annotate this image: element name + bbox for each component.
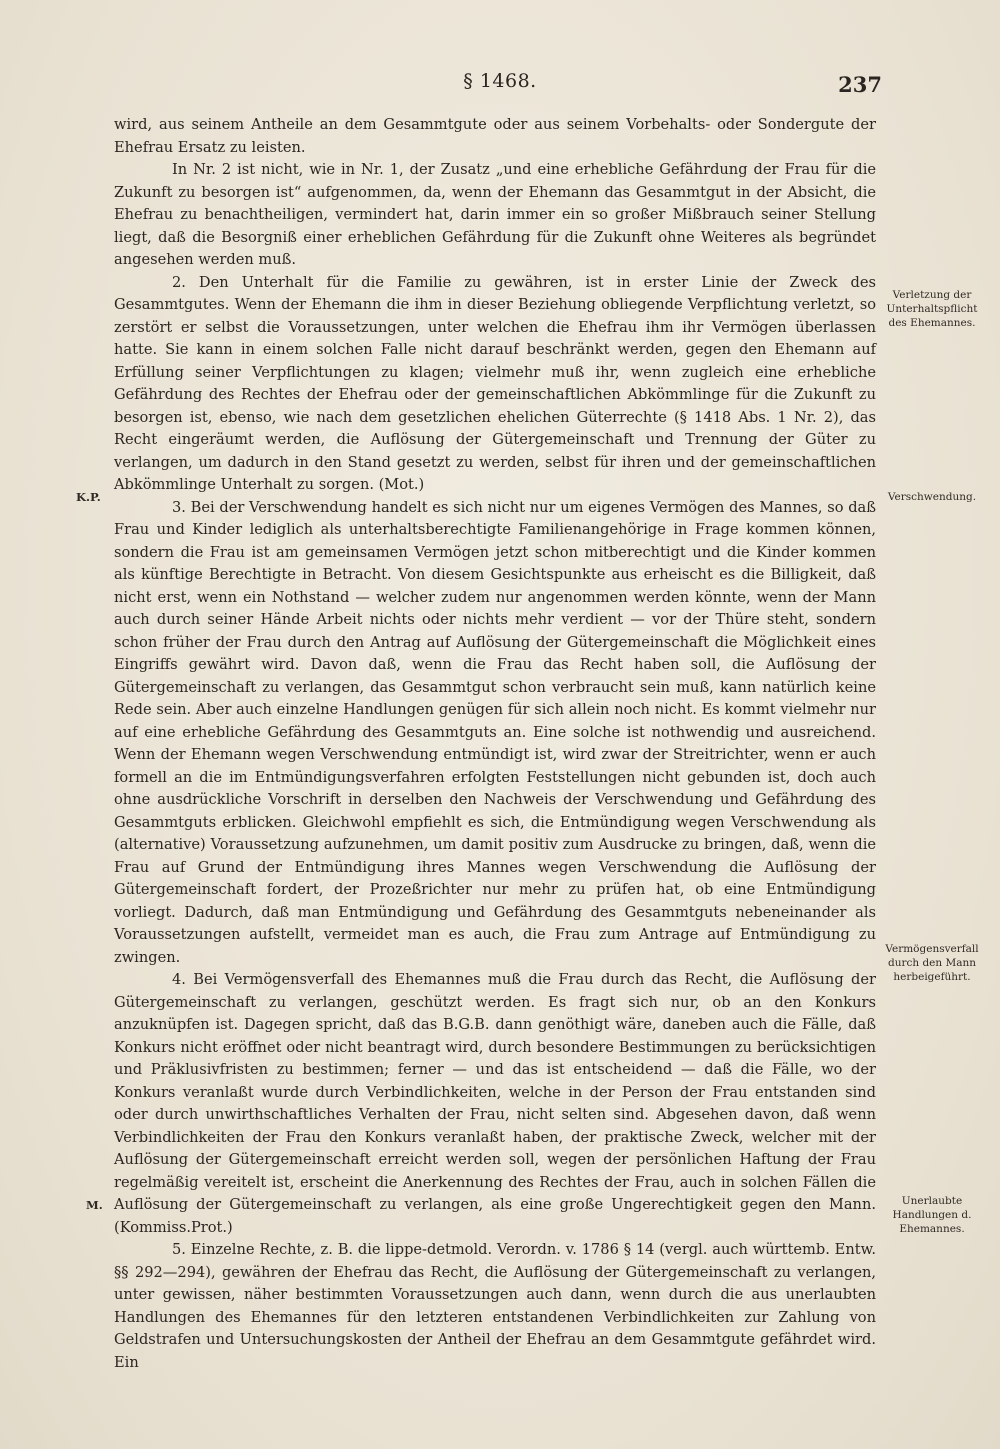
paragraph-2-unterhalt: 2. Den Unterhalt für die Familie zu gewähren, ist in erster Linie der Zweck des Gesammtgutes. Wenn der Ehemann die ihm in dieser Beziehung obliegende Verpflichtung verletzt, so zerstört er selbst die Voraussetzungen, unter welchen die Ehefrau ihm ihr Vermögen überlassen hatte. Sie kann in einem solchen Falle nicht darauf beschränkt werden, gegen den Ehemann auf Erfüllung seiner Verpflichtungen zu klagen; vielmehr muß ihr, wenn zugleich eine erhebliche Gefährdung des Rechtes der Ehefrau oder der gemeinschaftlichen Abkömmlinge für die Zukunft zu besorgen ist, ebenso, wie nach dem gesetzlichen ehelichen Güterrechte (§ 1418 Abs. 1 Nr. 2), das Recht eingeräumt werden, die Auflösung der Gütergemeinschaft und Trennung der Güter zu verlangen, um dadurch in den Stand gesetzt zu werden, selbst für ihren und der gemeinschaftlichen Abkömmlinge Unterhalt zu sorgen. (Mot.) bbox=[114, 273, 876, 493]
page-number: 237 bbox=[838, 72, 882, 97]
margin-note-verschwendung: Verschwendung. bbox=[887, 491, 977, 503]
paragraph-5-unerlaubte-handlungen: 5. Einzelne Rechte, z. B. die lippe-detmold. Verordn. v. 1786 § 14 (vergl. auch württemb. Entw. §§ 292—294), gewähren der Ehefrau das Recht, die Auflösung der Gütergemeinschaft zu verlangen, unter gewissen, näher bestimmten Voraussetzungen auch dann, wenn durch die aus unerlaubten Handlungen des Ehemannes für den letzteren entstandenen Verbindlichkeiten zur Zahlung von Geldstrafen und Untersuchungskosten der Antheil der Ehefrau an dem Gesammtgute gefährdet wird. Ein bbox=[114, 1241, 876, 1371]
paragraph-continuation: wird, aus seinem Antheile an dem Gesammtgute oder aus seinem Vorbehalts- oder Sondergute der Ehefrau Ersatz zu leisten. bbox=[114, 116, 876, 156]
paragraph-4-vermoegensverfall: 4. Bei Vermögensverfall des Ehemannes muß die Frau durch das Recht, die Auflösung der Gütergemeinschaft zu verlangen, geschützt werden. Es fragt sich nur, ob an den Konkurs anzuknüpfen ist. Dagegen spricht, daß das B.G.B. dann genöthigt wäre, daneben auch die Fälle, daß Konkurs nicht eröffnet oder nicht beantragt wird, durch besondere Bestimmungen zu berücksichtigen und Präklusivfristen zu bestimmen; ferner — und das ist entscheidend — daß die Fälle, wo der Konkurs veranlaßt wurde durch Verbindlichkeiten, welche in der Person der Frau entstanden sind oder durch unwirthschaftliches Verhalten der Frau, nicht selten sind. Abgesehen davon, daß wenn Verbindlichkeiten der Frau den Konkurs veranlaßt haben, der praktische Zweck, welcher mit der Auflösung der Gütergemeinschaft erreicht werden soll, wegen der persönlichen Haftung der Frau regelmäßig vereitelt ist, erscheint die Anerkennung des Rechtes der Frau, auch in solchen Fällen die Auflösung der Gütergemeinschaft zu verlangen, als eine große Ungerechtigkeit gegen den Mann. (Kommiss.Prot.) bbox=[114, 971, 876, 1236]
section-heading: § 1468. bbox=[463, 70, 537, 92]
margin-note-vermoegensverfall: Vermögensverfall durch den Mann herbeigeführt. bbox=[885, 943, 979, 983]
margin-note-unerlaubte-handlungen: Unerlaubte Handlungen d. Ehemannes. bbox=[892, 1195, 972, 1235]
body-text bbox=[114, 114, 876, 1374]
left-margin-mark-m: M. bbox=[86, 1198, 103, 1212]
paragraph-nr2-note: In Nr. 2 ist nicht, wie in Nr. 1, der Zusatz „und eine erhebliche Gefährdung der Frau für die Zukunft zu besorgen ist“ aufgenommen, da, wenn der Ehemann das Gesammtgut in der Absicht, die Ehefrau zu benachtheiligen, vermindert hat, darin immer ein so großer Mißbrauch seiner Stellung liegt, daß die Besorgniß einer erheblichen Gefährdung für die Zukunft ohne Weiteres als begründet angesehen werden muß. bbox=[114, 161, 876, 268]
margin-note-unterhaltspflicht: Verletzung der Unterhaltspflicht des Ehemannes. bbox=[886, 289, 978, 329]
left-margin-mark-kp: K.P. bbox=[76, 490, 101, 504]
paragraph-3-verschwendung: 3. Bei der Verschwendung handelt es sich nicht nur um eigenes Vermögen des Mannes, so daß Frau und Kinder lediglich als unterhaltsberechtigte Familienangehörige in Frage kommen können, sondern die Frau ist am gemeinsamen Vermögen jetzt schon mitberechtigt und die Kinder kommen als künftige Berechtigte in Betracht. Von diesem Gesichtspunkte aus erheischt es die Billigkeit, daß nicht erst, wenn ein Nothstand — welcher zudem nur angenommen werden könnte, wenn der Mann auch durch seiner Hände Arbeit nichts oder nichts mehr verdient — vor der Thüre steht, sondern schon früher der Frau durch den Antrag auf Auflösung der Gütergemeinschaft die Möglichkeit eines Eingriffs gewährt wird. Davon daß, wenn die Frau das Recht haben soll, die Auflösung der Gütergemeinschaft zu verlangen, das Gesammtgut schon verbraucht sein muß, kann natürlich keine Rede sein. Aber auch einzelne Handlungen genügen für sich allein noch nicht. Es kommt vielmehr nur auf eine erhebliche Gefährdung des Gesammtguts an. Eine solche ist nothwendig und ausreichend. Wenn der Ehemann wegen Verschwendung entmündigt ist, wird zwar der Streitrichter, wenn er auch formell an die im Entmündigungsverfahren erfolgten Feststellungen nicht gebunden ist, doch auch ohne ausdrückliche Vorschrift in derselben den Nachweis der Verschwendung und Gefährdung des Gesammtguts erblicken. Gleichwohl empfiehlt es sich, die Entmündigung wegen Verschwendung als (alternative) Voraussetzung aufzunehmen, um damit positiv zum Ausdrucke zu bringen, daß, wenn die Frau auf Grund der Entmündigung ihres Mannes wegen Verschwendung die Auflösung der Gütergemeinschaft fordert, der Prozeßrichter nur mehr zu prüfen hat, ob eine Entmündigung vorliegt. Dadurch, daß man Entmündigung und Gefährdung des Gesammtguts nebeneinander als Voraussetzungen aufstellt, vermeidet man es auch, die Frau zum Antrage auf Entmündigung zu zwingen. bbox=[114, 498, 876, 966]
